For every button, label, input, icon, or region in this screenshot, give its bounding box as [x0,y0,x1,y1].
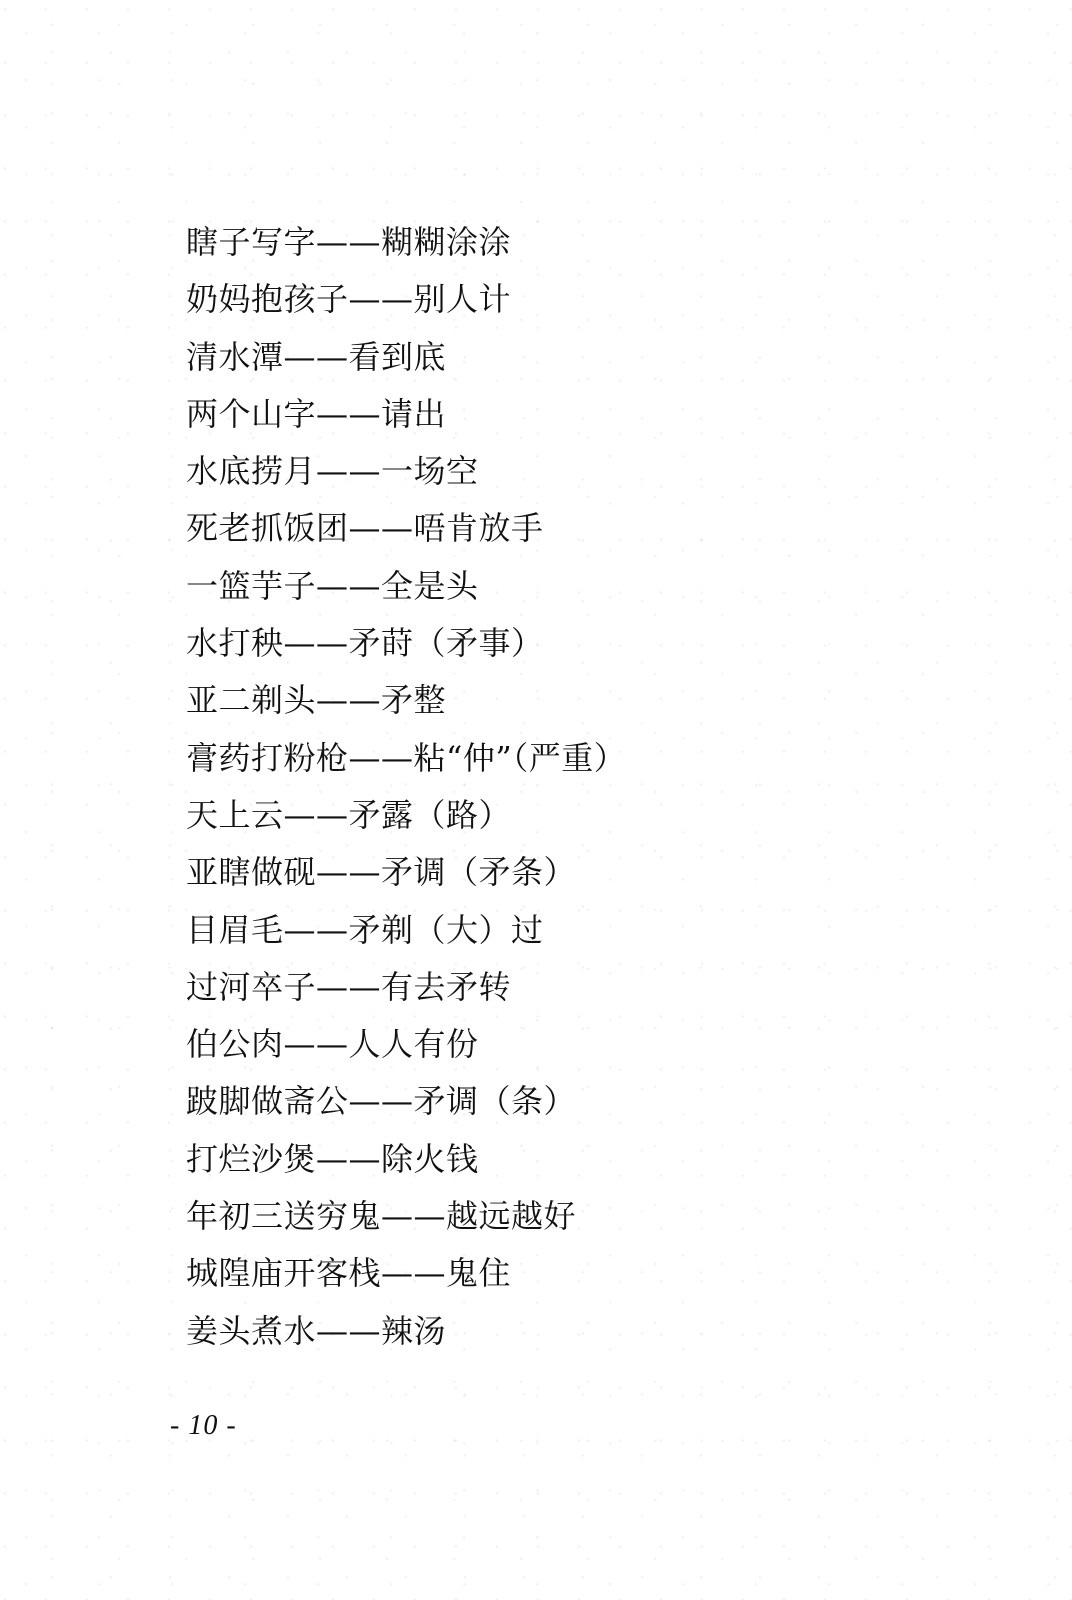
proverb-line: 水底捞月——一场空 [186,452,479,491]
proverb-line: 目眉毛——矛剃（大）过 [186,910,544,949]
proverb-line: 跛脚做斋公——矛调（条） [186,1082,577,1121]
proverb-line: 一篮芋子——全是头 [186,566,479,605]
proverb-line: 过河卒子——有去矛转 [186,967,512,1006]
proverb-line: 水打秧——矛莳（矛事） [186,624,544,663]
proverb-line: 瞎子写字——糊糊涂涂 [186,223,512,261]
proverb-line: 两个山字——请出 [186,394,447,433]
proverb-line: 年初三送穷鬼——越远越好 [186,1197,577,1236]
proverb-line: 伯公肉——人人有份 [186,1025,479,1064]
proverb-line: 城隍庙开客栈——鬼住 [186,1254,512,1293]
proverb-line: 死老抓饭团——唔肯放手 [186,509,544,548]
proverb-line: 奶妈抱孩子——别人计 [186,280,512,319]
proverb-line: 亚瞎做砚——矛调（矛条） [186,853,577,892]
proverb-line: 膏药打粉枪——粘“仲”（严重） [186,738,627,777]
proverb-line: 亚二剃头——矛整 [186,681,447,720]
page-number: - 10 - [170,1410,237,1441]
proverb-list [186,214,626,1360]
proverb-line: 清水潭——看到底 [186,337,447,376]
proverb-line: 天上云——矛露（路） [186,795,512,834]
proverb-line: 打烂沙煲——除火钱 [186,1139,479,1178]
proverb-line: 姜头煮水——辣汤 [186,1311,447,1350]
